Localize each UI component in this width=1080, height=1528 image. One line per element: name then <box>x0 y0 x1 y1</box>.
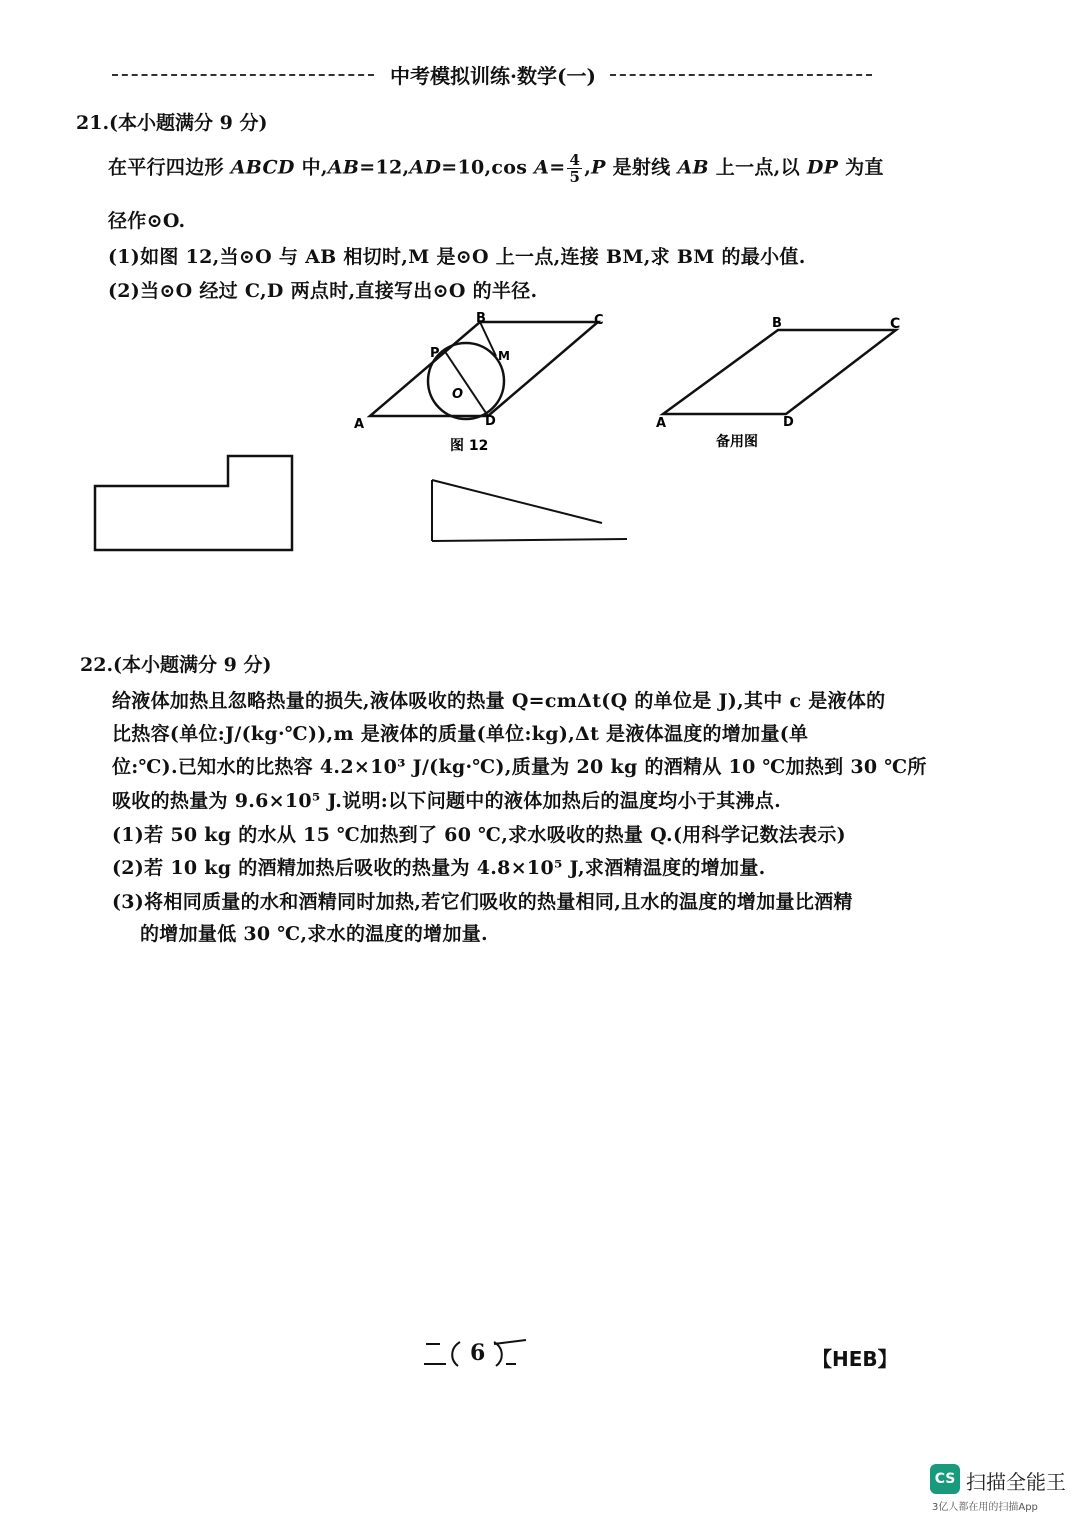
watermark-app-name: 扫描全能王 <box>966 1470 1066 1494</box>
q21-var: AD <box>409 156 442 179</box>
figure-12-caption: 图 12 <box>450 438 489 454</box>
figure-12 <box>354 311 604 454</box>
spare-label-c: C <box>890 316 901 332</box>
q21-var: ABCD <box>230 156 295 179</box>
spare-label-a: A <box>656 416 667 431</box>
stray-step-shape <box>95 456 292 550</box>
q21-text: 中, <box>294 156 328 179</box>
parallelogram-abcd <box>370 322 598 416</box>
q22-part3-cont: 的增加量低 30 ℃,求水的温度的增加量. <box>140 923 488 945</box>
page-number: 6 <box>470 1340 486 1366</box>
camscanner-logo-icon: CS <box>930 1464 960 1494</box>
q22-part2: (2)若 10 kg 的酒精加热后吸收的热量为 4.8×10⁵ J,求酒精温度的增加量. <box>112 857 766 879</box>
q21-heading: 21.(本小题满分 9 分) <box>76 112 268 134</box>
q21-figures <box>0 0 1080 580</box>
q21-text: , <box>584 156 592 179</box>
q21-var: AB <box>327 156 360 179</box>
label-b: B <box>476 311 486 326</box>
spare-figure-caption: 备用图 <box>716 434 758 450</box>
q21-text: 是射线 <box>605 156 678 179</box>
q22-line: 比热容(单位:J/(kg·℃)),m 是液体的质量(单位:kg),Δt 是液体温度的增加量(单 <box>112 723 809 745</box>
q21-text: 为直 <box>838 156 884 179</box>
q21-var: P <box>591 156 606 179</box>
q22-heading: 22.(本小题满分 9 分) <box>80 654 272 676</box>
stray-triangle-shape <box>432 480 627 541</box>
q21-part2: (2)当⊙O 经过 C,D 两点时,直接写出⊙O 的半径. <box>108 280 538 302</box>
q21-var: A <box>534 156 550 179</box>
q22-part3: (3)将相同质量的水和酒精同时加热,若它们吸收的热量相同,且水的温度的增加量比酒精 <box>112 891 853 913</box>
q22-line: 给液体加热且忽略热量的损失,液体吸收的热量 Q=cmΔt(Q 的单位是 J),其中 c 是液体的 <box>112 690 886 712</box>
label-c: C <box>594 313 604 328</box>
label-o: O <box>452 387 464 402</box>
q21-statement-line2: 径作⊙O. <box>108 210 186 232</box>
q21-var: AB <box>677 156 709 179</box>
spare-figure <box>656 316 900 450</box>
q21-text: = <box>549 156 566 179</box>
q21-text: =12, <box>359 156 410 179</box>
q22-part1: (1)若 50 kg 的水从 15 ℃加热到了 60 ℃,求水吸收的热量 Q.(用科学记数法表示) <box>112 824 846 846</box>
label-d: D <box>485 414 496 429</box>
q21-var: DP <box>806 156 839 179</box>
q21-part1: (1)如图 12,当⊙O 与 AB 相切时,M 是⊙O 上一点,连接 BM,求 BM 的最小值. <box>108 246 806 268</box>
fraction-denominator: 5 <box>569 168 581 186</box>
diameter-dp <box>444 350 488 416</box>
label-m: M <box>498 349 510 363</box>
spare-parallelogram <box>663 330 896 414</box>
spare-label-b: B <box>772 316 782 331</box>
q22-line: 吸收的热量为 9.6×10⁵ J.说明:以下问题中的液体加热后的温度均小于其沸点. <box>112 790 782 812</box>
q21-text: 上一点,以 <box>708 156 807 179</box>
q22-line: 位:℃).已知水的比热容 4.2×10³ J/(kg·℃),质量为 20 kg 的酒精从 10 ℃加热到 30 ℃所 <box>112 756 927 778</box>
fraction-numerator: 4 <box>569 151 581 169</box>
spare-label-d: D <box>783 415 794 430</box>
edition-code: 【HEB】 <box>812 1347 898 1371</box>
watermark-slogan: 3亿人都在用的扫描App <box>932 1502 1038 1513</box>
label-p: P <box>430 346 440 361</box>
q21-text: =10,cos <box>441 156 535 179</box>
header-title: 中考模拟训练·数学(一) <box>390 64 596 88</box>
q21-text: 在平行四边形 <box>108 156 231 179</box>
label-a: A <box>354 417 365 432</box>
